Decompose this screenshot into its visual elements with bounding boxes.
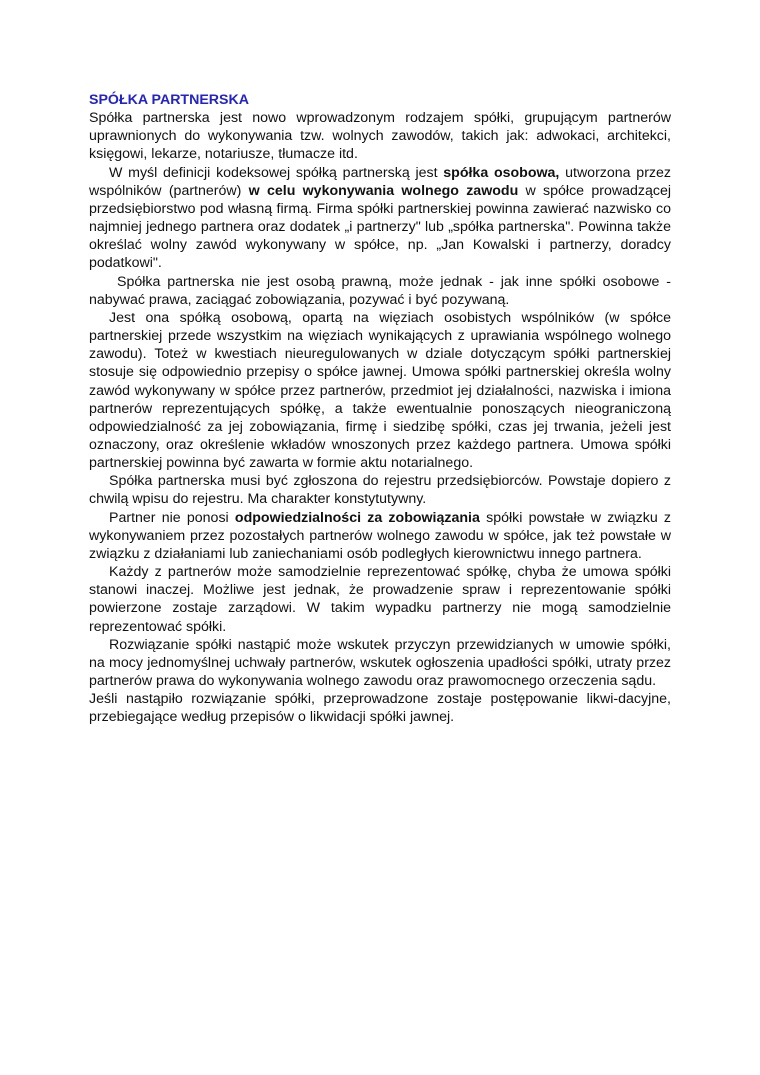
paragraph-liability-text-2: spółki powstałe w związku z wykonywaniem przez pozostałych partnerów wolnego zawodu w spółce, jak też powstałe w związku z działaniami lub zaniechaniami osób podległych kierownictwu innego partnera. <box>89 509 672 562</box>
paragraph-partnership-agreement: Jest ona spółką osobową, opartą na więziach osobistych wspólników (w spółce partnerskiej przede wszystkim na więziach wynikających z uprawiania wspólnego wolnego zawodu). Toteż w kwestiach nieuregulowanych w dziale dotyczącym spółki partnerskiej stosuje się odpowiednio przepisy o spółce jawnej. Umowa spółki partnerskiej określa wolny zawód wykonywany w spółce przez partnerów, przedmiot jej działalności, nazwiska i imiona partnerów reprezentujących spółkę, a także ewentualnie ponoszących nieograniczoną odpowiedzialność za jej zobowiązania, firmę i siedzibę spółki, czas jej trwania, jeżeli jest oznaczony, oraz określenie wkładów wnoszonych przez każdego partnera. Umowa spółki partnerskiej powinna być zawarta w formie aktu notarialnego. <box>89 309 671 472</box>
paragraph-dissolution: Rozwiązanie spółki nastąpić może wskutek przyczyn przewidzianych w umowie spółki, na mocy jednomyślnej uchwały partnerów, wskutek ogłoszenia upadłości spółki, utraty przez partnerów prawa do wykonywania wolnego zawodu oraz prawomocnego orzeczenia sądu. <box>89 636 671 689</box>
document-title: SPÓŁKA PARTNERSKA <box>89 92 250 108</box>
bold-phrase-odpowiedzialnosc: odpowiedzialności za zobowiązania <box>234 509 480 526</box>
bold-phrase-spolka-osobowa: spółka osobowa, <box>443 164 560 181</box>
paragraph-representation: Każdy z partnerów może samodzielnie reprezentować spółkę, chyba że umowa spółki stanowi inaczej. Możliwe jest jednak, że prowadzenie spraw i reprezentowanie spółki powierzone zostaje zarządowi. W takim wypadku partnerzy nie mogą samodzielnie reprezentować spółki. <box>89 564 671 635</box>
paragraph-definition <box>89 164 671 273</box>
paragraph-liquidation: Jeśli nastąpiło rozwiązanie spółki, przeprowadzone zostaje postępowanie likwi-dacyjne, przebiegające według przepisów o likwidacji spółki jawnej. <box>89 691 671 726</box>
bold-phrase-wolny-zawod: w celu wykonywania wolnego zawodu <box>248 182 519 199</box>
paragraph-liability-text-1: Partner nie ponosi <box>109 509 235 526</box>
paragraph-legal-person: Spółka partnerska nie jest osobą prawną, może jednak - jak inne spółki osobowe - nabywać prawa, zaciągać zobowiązania, pozywać i być pozywaną. <box>89 273 671 308</box>
paragraph-definition-text-2: utworzona przez wspólników (partnerów) <box>89 164 671 199</box>
paragraph-definition-text-1: W myśl definicji kodeksowej spółką partnerską jest <box>109 164 444 181</box>
paragraph-liability <box>89 509 671 563</box>
paragraph-registration: Spółka partnerska musi być zgłoszona do rejestru przedsiębiorców. Powstaje dopiero z chwilą wpisu do rejestru. Ma charakter konstytutywny. <box>89 473 671 508</box>
paragraph-intro: Spółka partnerska jest nowo wprowadzonym rodzajem spółki, grupującym partnerów uprawnionych do wykonywania tzw. wolnych zawodów, takich jak: adwokaci, architekci, księgowi, lekarze, notariusze, tłumacze itd. <box>89 110 671 163</box>
document-page <box>89 91 671 726</box>
paragraph-definition-text-3: w spółce prowadzącej przedsiębiorstwo pod własną firmą. Firma spółki partnerskiej powinna zawierać nazwisko co najmniej jednego partnera oraz dodatek „i partnerzy" lub „spółka partnerska". Powinna także określać wolny zawód wykonywany w spółce, np. „Jan Kowalski i partnerzy, doradcy podatkowi". <box>89 182 671 272</box>
